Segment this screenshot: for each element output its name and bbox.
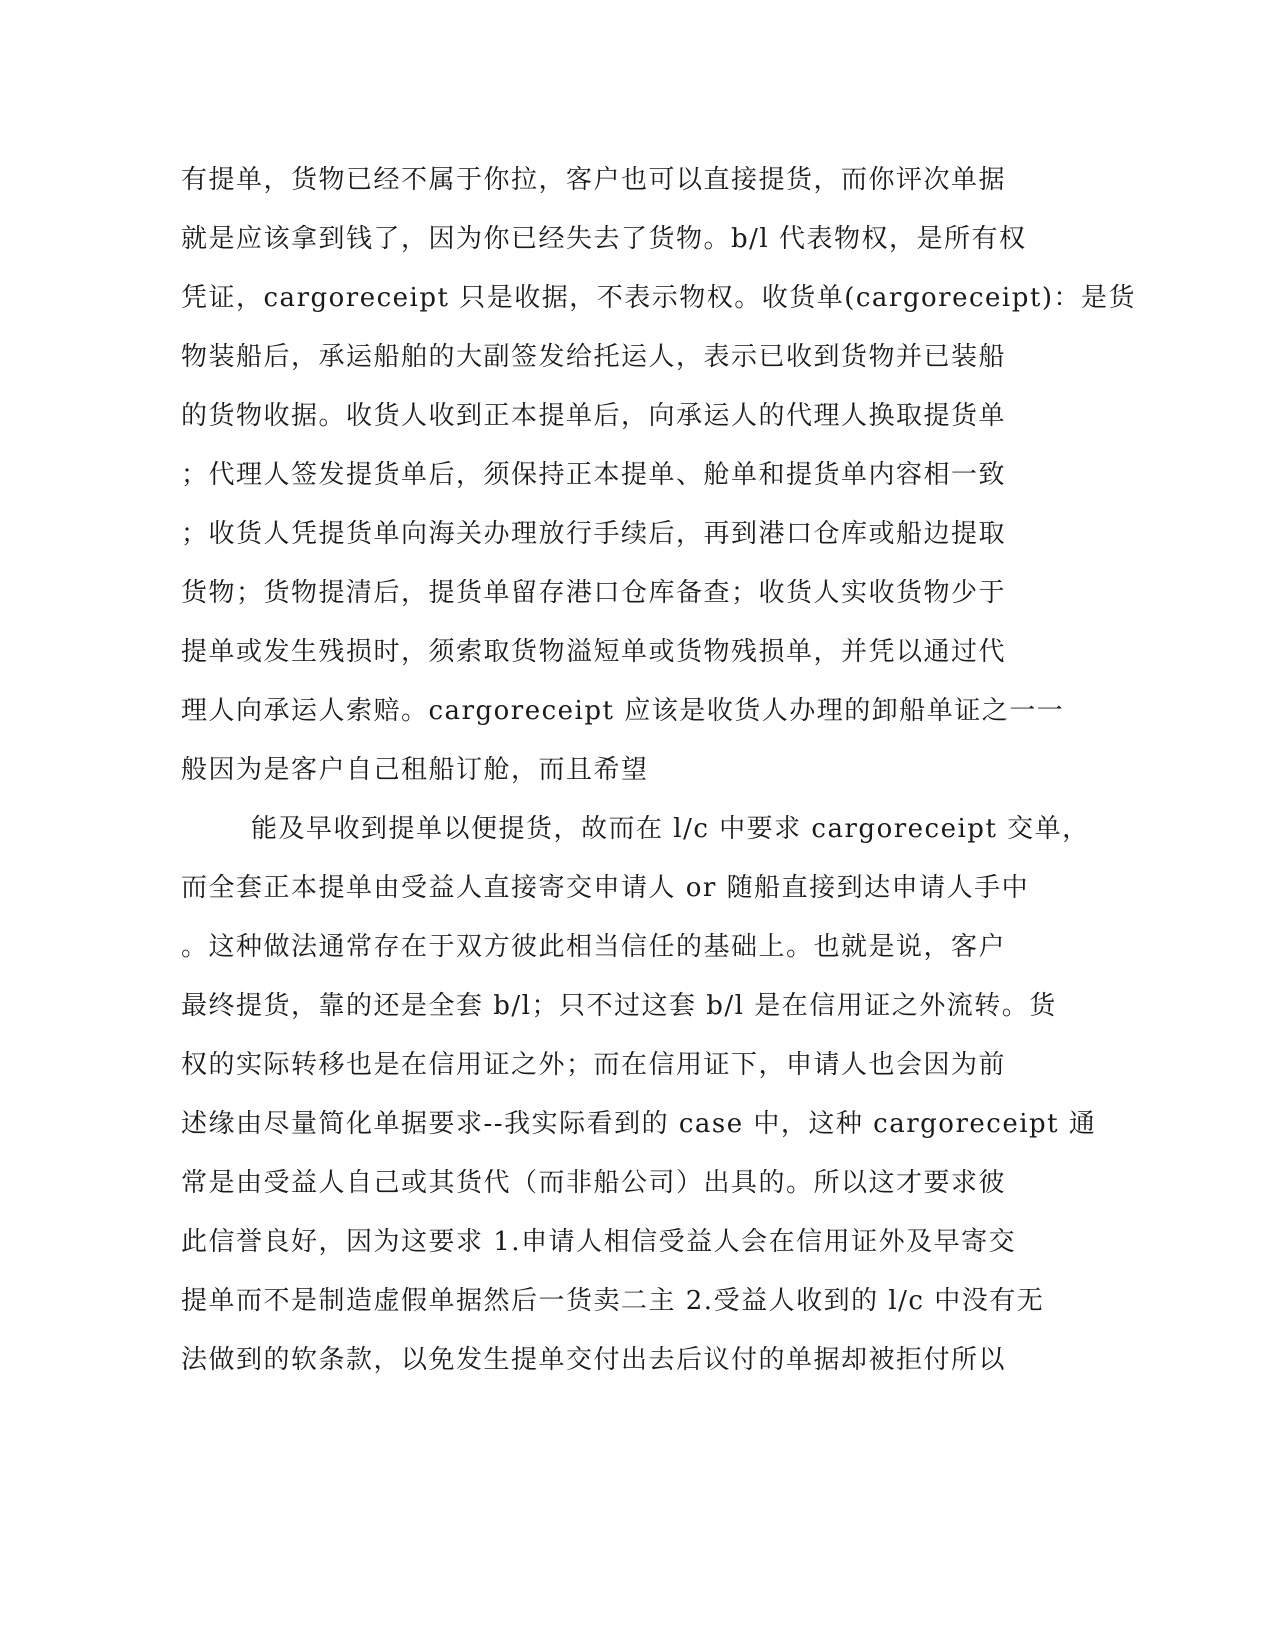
text-line: 而全套正本提单由受益人直接寄交申请人 or 随船直接到达申请人手中 [181, 873, 1030, 903]
text-line: 凭证，cargoreceipt 只是收据，不表示物权。收货单(cargoreceipt)：是货 [181, 283, 1136, 313]
text-line: 有提单，货物已经不属于你拉，客户也可以直接提货，而你评次单据 [181, 165, 1007, 195]
text-line: 述缘由尽量简化单据要求--我实际看到的 case 中，这种 cargoreceipt 通 [181, 1109, 1097, 1139]
text-line: 理人向承运人索赔。cargoreceipt 应该是收货人办理的卸船单证之一一 [181, 696, 1065, 726]
text-line: 提单而不是制造虚假单据然后一货卖二主 2.受益人收到的 l/c 中没有无 [181, 1286, 1045, 1316]
body-text [181, 156, 1136, 1395]
text-line: 提单或发生残损时，须索取货物溢短单或货物残损单，并凭以通过代 [181, 637, 1007, 667]
text-line: 权的实际转移也是在信用证之外；而在信用证下，申请人也会因为前 [181, 1050, 1007, 1080]
paragraph-start-line: 能及早收到提单以便提货，故而在 l/c 中要求 cargoreceipt 交单， [251, 814, 1090, 844]
text-line: 货物；货物提清后，提货单留存港口仓库备查；收货人实收货物少于 [181, 578, 1007, 608]
text-line: 最终提货，靠的还是全套 b/l；只不过这套 b/l 是在信用证之外流转。货 [181, 991, 1057, 1021]
text-line: 般因为是客户自己租船订舱，而且希望 [181, 755, 649, 785]
text-line: ；代理人签发提货单后，须保持正本提单、舱单和提货单内容相一致 [181, 460, 1007, 490]
text-line: 。这种做法通常存在于双方彼此相当信任的基础上。也就是说，客户 [181, 932, 1007, 962]
text-line: 的货物收据。收货人收到正本提单后，向承运人的代理人换取提货单 [181, 401, 1007, 431]
text-line: 此信誉良好，因为这要求 1.申请人相信受益人会在信用证外及早寄交 [181, 1227, 1017, 1257]
text-line: 就是应该拿到钱了，因为你已经失去了货物。b/l 代表物权，是所有权 [181, 224, 1027, 254]
text-line: 常是由受益人自己或其货代（而非船公司）出具的。所以这才要求彼 [181, 1168, 1007, 1198]
text-line: 物装船后，承运船舶的大副签发给托运人，表示已收到货物并已装船 [181, 342, 1007, 372]
text-line: ；收货人凭提货单向海关办理放行手续后，再到港口仓库或船边提取 [181, 519, 1007, 549]
text-line: 法做到的软条款，以免发生提单交付出去后议付的单据却被拒付所以 [181, 1345, 1007, 1375]
